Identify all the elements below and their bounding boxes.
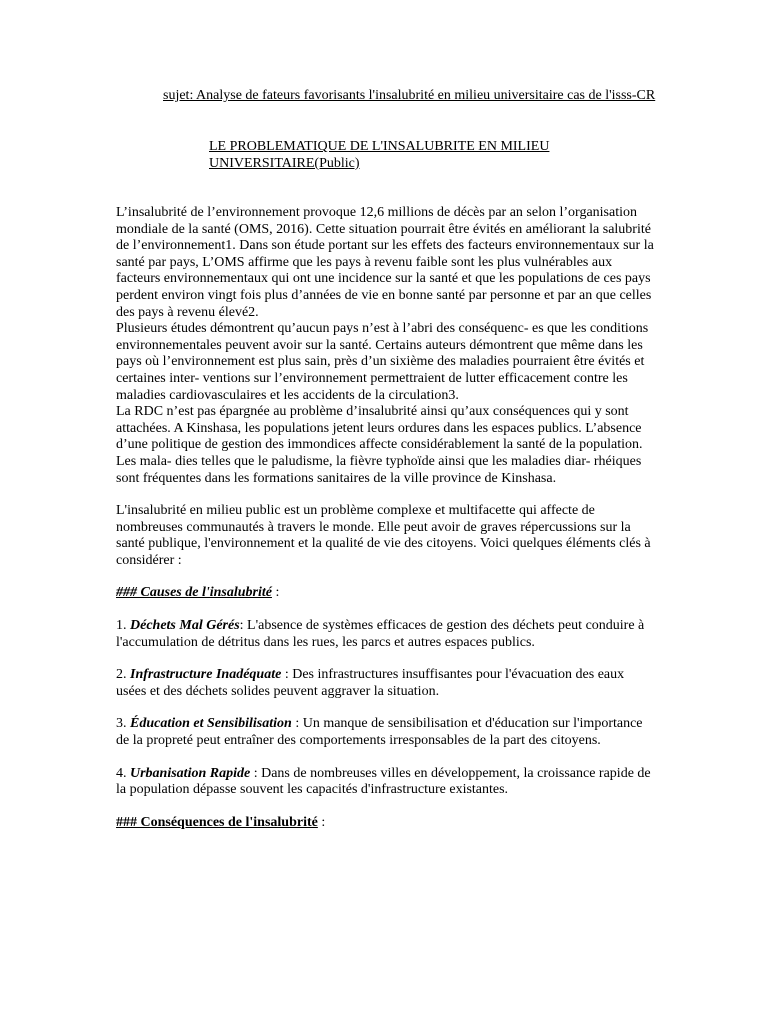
document-subject: sujet: Analyse de fateurs favorisants l'insalubrité en milieu universitaire cas de l'isss-CR [163,88,656,103]
cause-item-text: : L'absence de systèmes efficaces de gestion des déchets peut conduire à l'accumulation de détritus dans les rues, les parcs et autres espaces publics. [116,618,645,650]
causes-title-text: ### Causes de l'insalubrité [116,585,272,601]
causes-section-title [116,585,656,602]
cause-item-name: Déchets Mal Gérés [130,618,240,634]
cause-item-1 [116,618,656,651]
consequences-title-suffix: : [317,814,326,830]
cause-item-2 [116,667,656,700]
cause-item-name: Infrastructure Inadéquate [130,667,282,683]
cause-item-text: : Des infrastructures insuffisantes pour l'évacuation des eaux usées et des déchets solides peuvent aggraver la situation. [116,667,625,699]
paragraph-1: L’insalubrité de l’environnement provoque 12,6 millions de décès par an selon l’organisation mondiale de la santé (OMS, 2016). Cette situation pourrait être évités en améliorant la salubrité de l’environnement1. Dans son étude portant sur les effets des facteurs environnementaux sur la santé par pays, L’OMS affirme que les pays à revenu faible sont les plus vulnérables aux facteurs environnementaux qui ont une incidence sur la santé et que les populations de ces pays perdent environ vingt fois plus d’années de vie en bonne santé par personne et par an que celles des pays à revenu élevé2. [116,205,654,320]
cause-item-number: 4. [116,765,127,781]
document-heading: LE PROBLEMATIQUE DE L'INSALUBRITE EN MILIEU UNIVERSITAIRE(Public) [209,139,550,171]
cause-item-number: 2. [116,667,127,683]
consequences-title-text: ### Conséquences de l'insalubrité [116,814,318,830]
paragraph-4: L'insalubrité en milieu public est un problème complexe et multifacette qui affecte de nombreuses communautés à travers le monde. Elle peut avoir de graves répercussions sur la santé publique, l'environnement et la qualité de vie des citoyens. Voici quelques éléments clés à considérer : [116,503,651,568]
cause-item-text: : Dans de nombreuses villes en développement, la croissance rapide de la population dépasse souvent les capacités d'infrastructure existantes. [116,765,651,798]
paragraph-3: La RDC n’est pas épargnée au problème d’insalubrité ainsi qu’aux conséquences qui y sont attachées. A Kinshasa, les populations jetent leurs ordures dans les espaces publics. L’absence d’une politique de gestion des immondices affecte considérablement la santé de la population. Les mala- dies telles que le paludisme, la fièvre typhoïde ainsi que les maladies diar- rhéiques sont fréquentes dans les formations sanitaires de la ville province de Kinshasa. [116,404,643,486]
cause-item-name: Urbanisation Rapide [130,765,251,781]
causes-title-suffix: : [271,585,280,601]
cause-item-3 [116,716,656,749]
cause-item-number: 3. [116,716,127,732]
cause-item-number: 1. [116,618,127,634]
document-body [116,205,656,831]
paragraph-2: Plusieurs études démontrent qu’aucun pays n’est à l’abri des conséquenc- es que les conditions environnementales peuvent avoir sur la santé. Certains auteurs démontrent que même dans les pays où l’environnement est plus sain, près d’un sixième des maladies pourraient être évités et certaines inter- ventions sur l’environnement permettraient de lutter efficacement contre les maladies cardiovasculaires et les accidents de la circulation3. [116,321,649,403]
cause-item-name: Éducation et Sensibilisation [130,716,292,732]
consequences-section-title [116,815,656,832]
cause-item-text: : Un manque de sensibilisation et d'éducation sur l'importance de la propreté peut entraîner des comportements irresponsables de la part des citoyens. [116,716,643,749]
cause-item-4 [116,766,656,799]
